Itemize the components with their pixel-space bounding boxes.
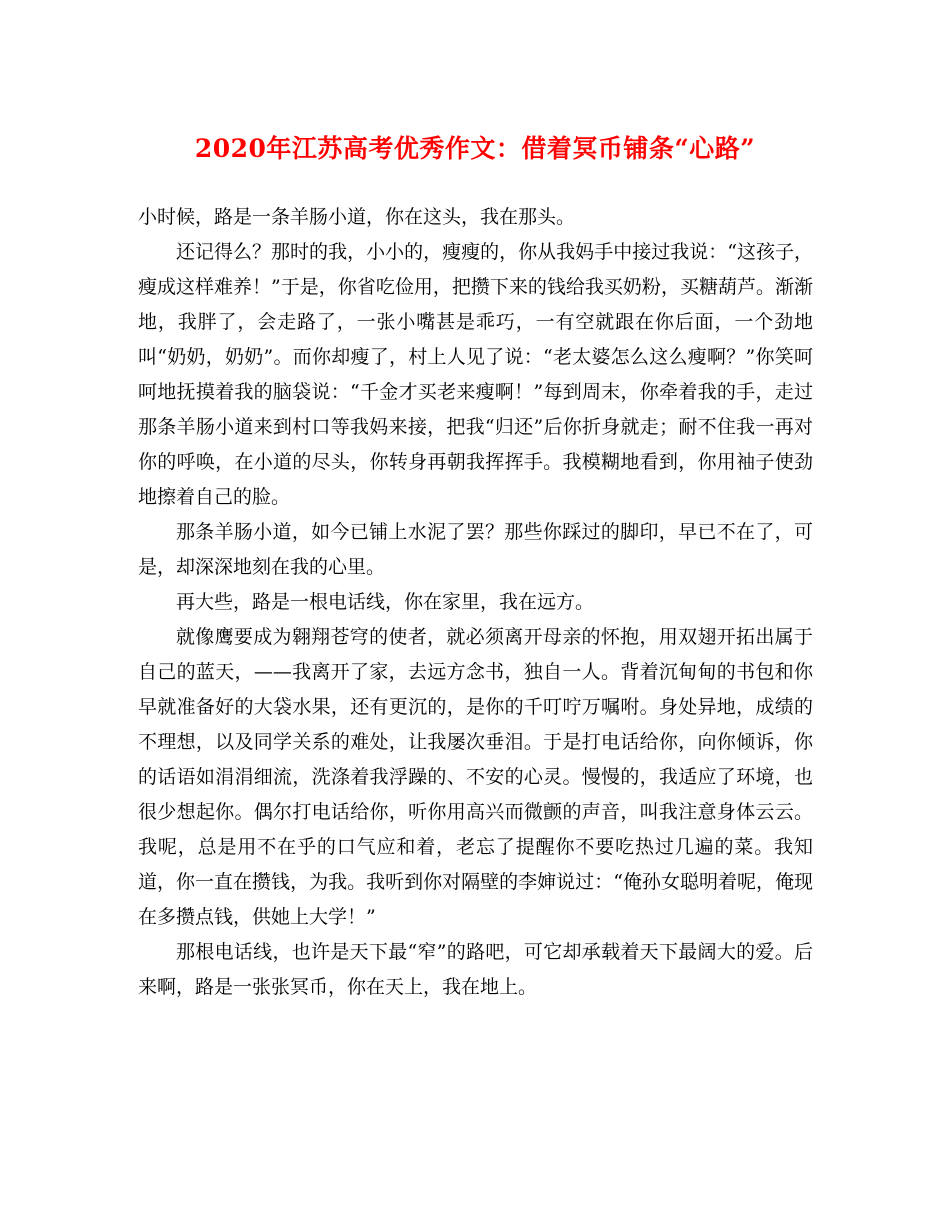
paragraph-5: 就像鹰要成为翱翔苍穹的使者，就必须离开母亲的怀抱，用双翅开拓出属于自己的蓝天，——我离开了家，去远方念书，独自一人。背着沉甸甸的书包和你早就准备好的大袋水果，还有更沉的，是你的千叮咛万嘱咐。身处异地，成绩的不理想，以及同学关系的难处，让我屡次垂泪。于是打电话给你，向你倾诉，你的话语如涓涓细流，洗涤着我浮躁的、不安的心灵。慢慢的，我适应了环境，也很少想起你。偶尔打电话给你，听你用高兴而微颤的声音，叫我注意身体云云。我呢，总是用不在乎的口气应和着，老忘了提醒你不要吃热过几遍的菜。我知道，你一直在攒钱，为我。我听到你对隔壁的李婶说过：“俺孙女聪明着呢，俺现在多攒点钱，供她上大学！” <box>138 626 813 928</box>
paragraph-1: 小时候，路是一条羊肠小道，你在这头，我在那头。 <box>138 206 576 228</box>
document-body <box>138 200 813 1005</box>
paragraph-2: 还记得么？那时的我，小小的，瘦瘦的，你从我妈手中接过我说：“这孩子，瘦成这样难养！”于是，你省吃俭用，把攒下来的钱给我买奶粉，买糖葫芦。渐渐地，我胖了，会走路了，一张小嘴甚是乖巧，一有空就跟在你后面，一个劲地叫“奶奶，奶奶”。而你却瘦了，村上人见了说：“老太婆怎么这么瘦啊？”你笑呵呵地抚摸着我的脑袋说：“千金才买老来瘦啊！”每到周末，你牵着我的手，走过那条羊肠小道来到村口等我妈来接，把我“归还”后你折身就走；耐不住我一再对你的呼唤，在小道的尽头，你转身再朝我挥挥手。我模糊地看到，你用袖子使劲地擦着自己的脸。 <box>138 241 813 508</box>
paragraph-3: 那条羊肠小道，如今已铺上水泥了罢？那些你踩过的脚印，早已不在了，可是，却深深地刻在我的心里。 <box>138 521 813 578</box>
document-title: 2020年江苏高考优秀作文：借着冥币铺条“心路” <box>194 134 756 163</box>
paragraph-6: 那根电话线，也许是天下最“窄”的路吧，可它却承载着天下最阔大的爱。后来啊，路是一张张冥币，你在天上，我在地上。 <box>138 941 813 998</box>
paragraph-4: 再大些，路是一根电话线，你在家里，我在远方。 <box>176 591 595 613</box>
